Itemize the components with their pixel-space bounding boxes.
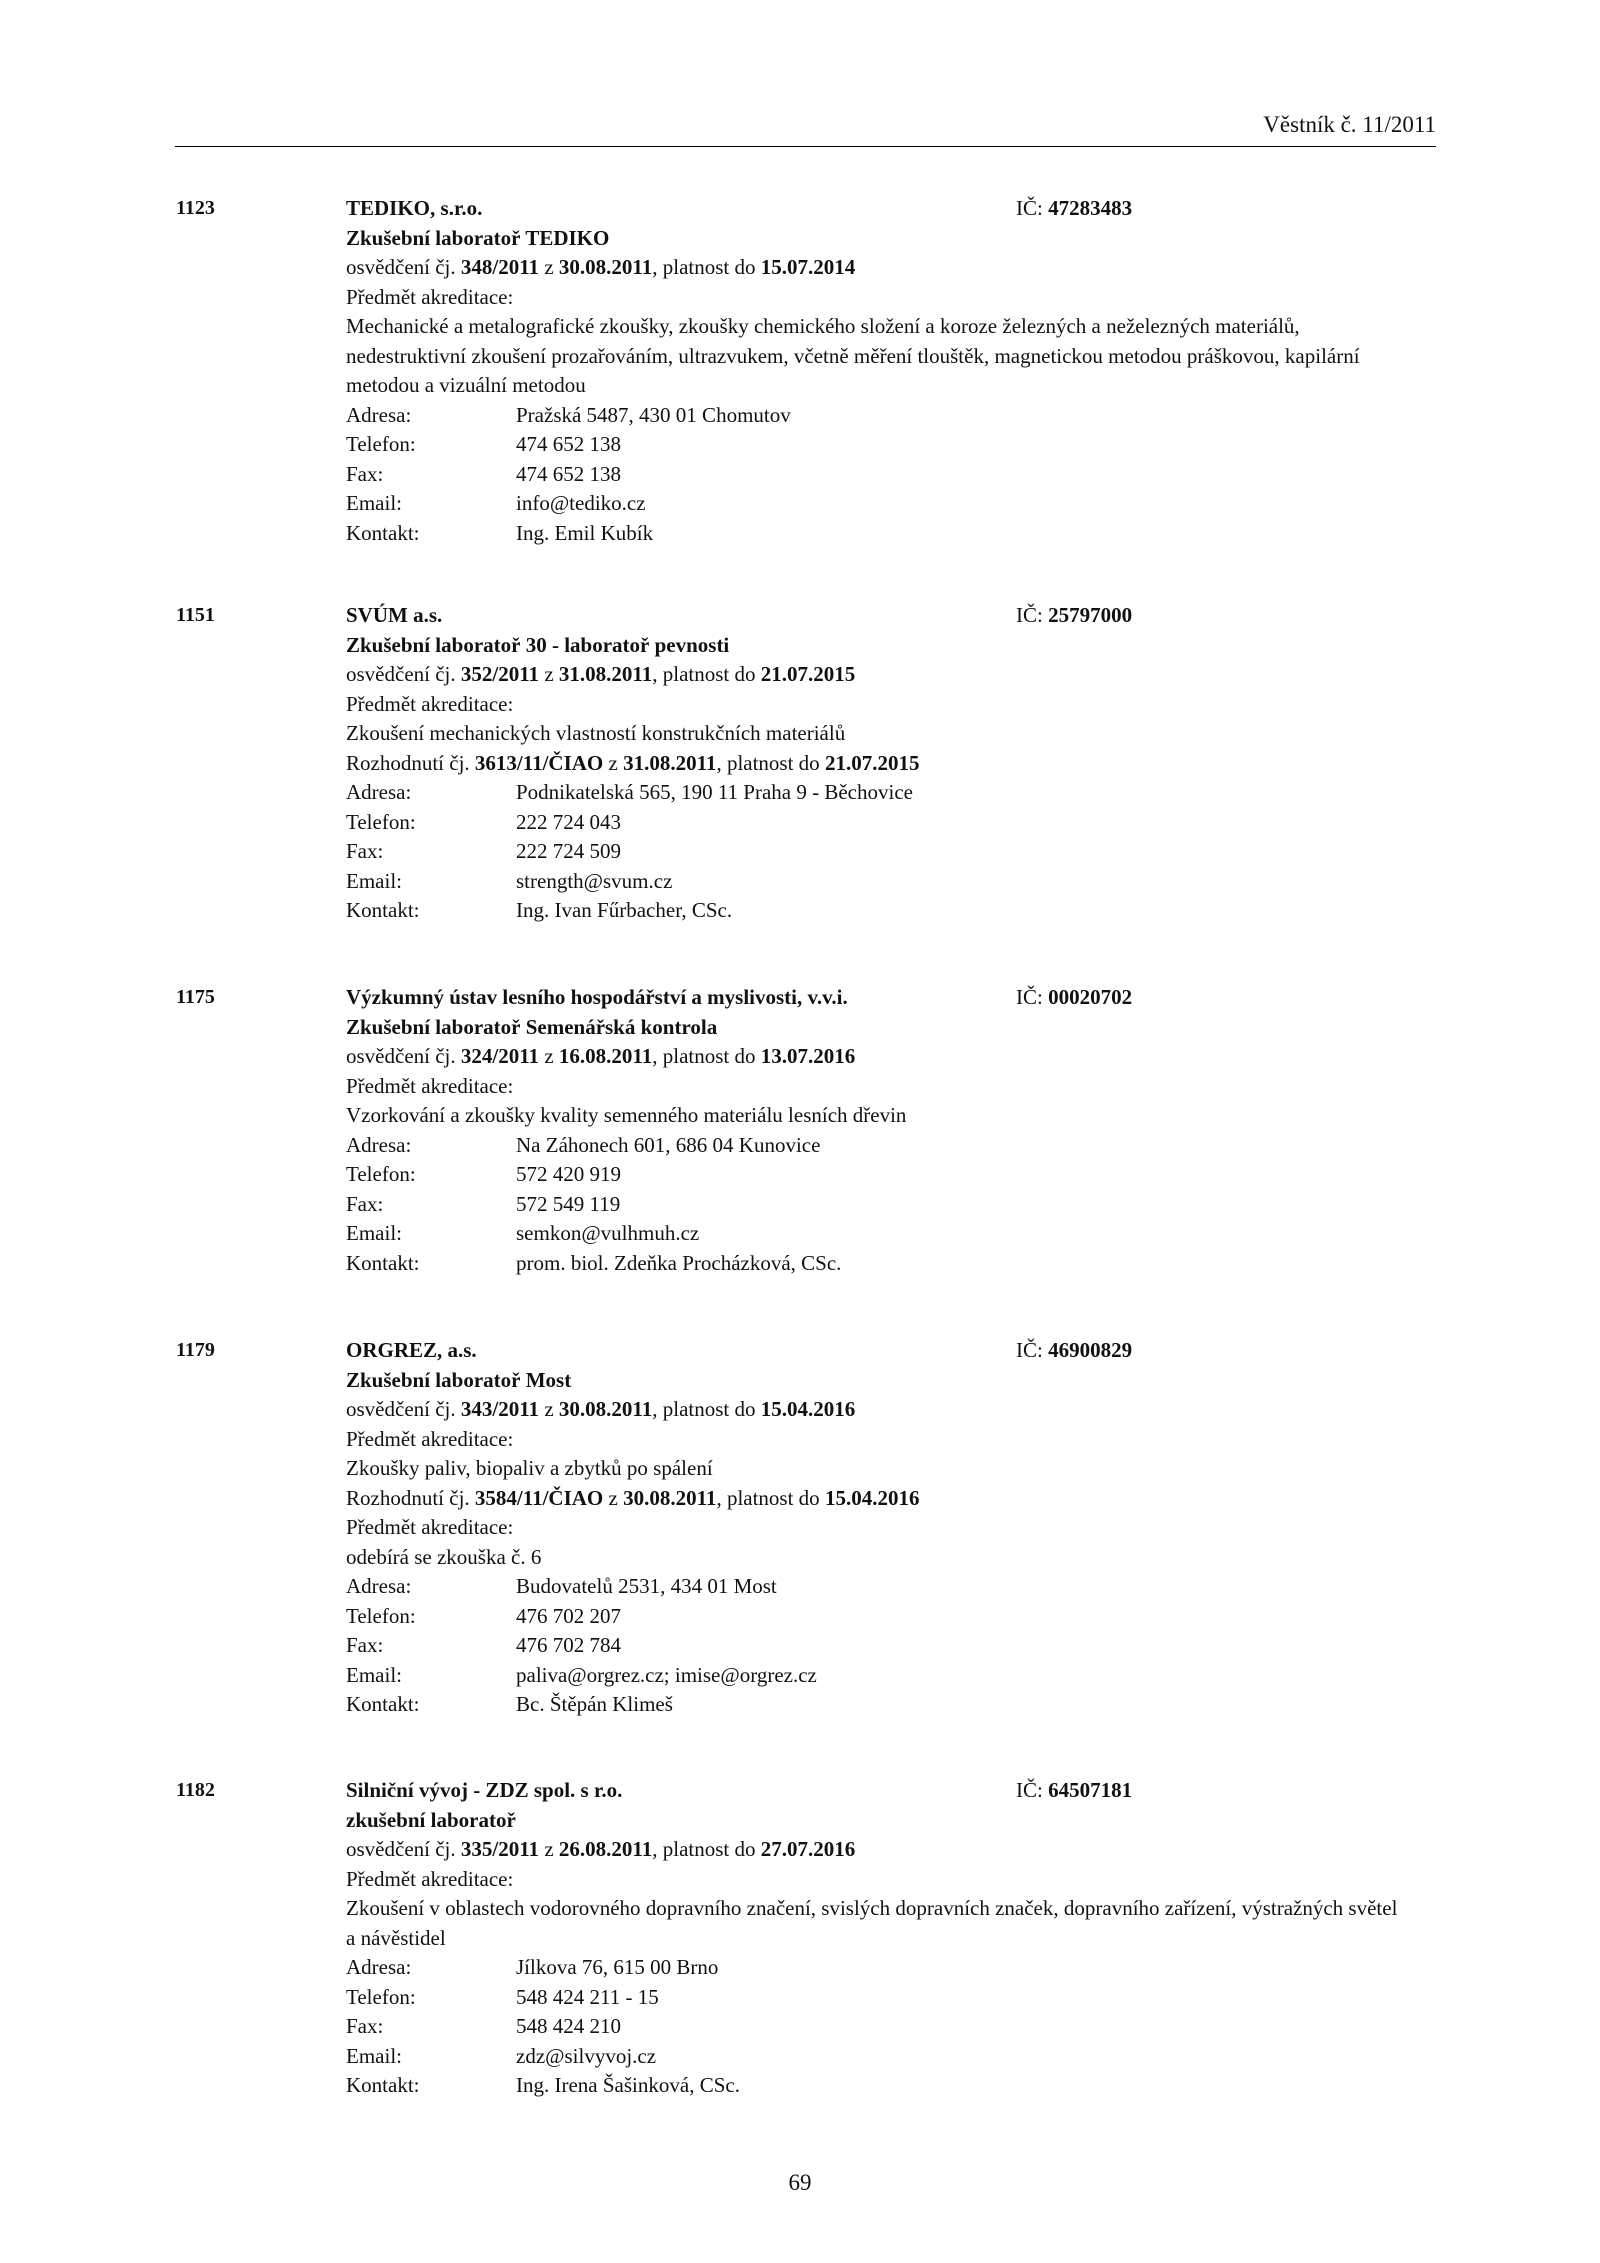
decision-label: Rozhodnutí čj. <box>346 750 470 775</box>
entry-body <box>346 194 1406 548</box>
date-from-label: z <box>608 1485 618 1510</box>
certificate-label: osvědčení čj. <box>346 1044 456 1068</box>
phone-row <box>346 430 1406 460</box>
subject-text: Zkoušky paliv, biopaliv a zbytků po spálení <box>346 1456 713 1480</box>
address-row <box>346 1953 1406 1983</box>
subject-label: Předmět akreditace: <box>346 1866 514 1891</box>
phone-value: 222 724 043 <box>516 809 621 834</box>
date-from-label: z <box>544 1044 554 1068</box>
fax-value: 474 652 138 <box>516 461 621 486</box>
decision-date: 31.08.2011 <box>623 750 717 775</box>
email-row <box>346 1219 1406 1249</box>
address-label: Adresa: <box>346 780 412 804</box>
certificate-valid-until: 21.07.2015 <box>760 662 856 686</box>
validity-label: , platnost do <box>652 1044 756 1068</box>
email-row <box>346 2042 1406 2072</box>
fax-row <box>346 837 1406 867</box>
fax-value: 222 724 509 <box>516 839 621 863</box>
fax-label: Fax: <box>346 839 384 863</box>
phone-value: 476 702 207 <box>516 1603 621 1628</box>
certificate-line <box>346 1835 1406 1865</box>
fax-row <box>346 460 1406 490</box>
subject-label: Předmět akreditace: <box>346 691 514 716</box>
contact-value: Ing. Ivan Fűrbacher, CSc. <box>516 898 733 922</box>
entry-body <box>346 1336 1406 1720</box>
phone-row <box>346 1602 1406 1632</box>
phone-label: Telefon: <box>346 1603 416 1628</box>
entry-number: 1182 <box>176 1779 215 1801</box>
certificate-number: 324/2011 <box>460 1044 540 1068</box>
date-from-label: z <box>544 1397 554 1421</box>
subject-text: Zkoušení v oblastech vodorovného dopravního značení, svislých dopravních značek, dopravního zařízení, výstražných světel a návěstidel <box>346 1896 1398 1950</box>
email-row <box>346 867 1406 897</box>
address-row <box>346 1131 1406 1161</box>
phone-value: 572 420 919 <box>516 1162 621 1186</box>
laboratory-name: Zkušební laboratoř Semenářská kontrola <box>346 1014 718 1039</box>
validity-label: , platnost do <box>716 750 820 775</box>
email-row <box>346 1661 1406 1691</box>
contact-label: Kontakt: <box>346 1250 420 1275</box>
phone-value: 548 424 211 - 15 <box>516 1984 659 2009</box>
certificate-valid-until: 27.07.2016 <box>760 1837 856 1861</box>
company-id-label: IČ: <box>1016 1778 1043 1802</box>
phone-row <box>346 808 1406 838</box>
laboratory-name: Zkušební laboratoř 30 - laboratoř pevnosti <box>346 632 730 657</box>
contact-row <box>346 896 1406 926</box>
decision-number: 3613/11/ČIAO <box>474 750 604 775</box>
date-from-label: z <box>544 662 554 686</box>
certificate-label: osvědčení čj. <box>346 255 456 279</box>
certificate-label: osvědčení čj. <box>346 1397 456 1421</box>
contact-value: Bc. Štěpán Klimeš <box>516 1692 673 1716</box>
decision-date: 30.08.2011 <box>623 1485 717 1510</box>
certificate-number: 352/2011 <box>460 662 540 686</box>
header-rule <box>175 146 1436 147</box>
contact-value: Ing. Emil Kubík <box>516 520 654 545</box>
certificate-number: 348/2011 <box>460 255 540 279</box>
certificate-label: osvědčení čj. <box>346 1837 456 1861</box>
address-value: Jílkova 76, 615 00 Brno <box>516 1955 719 1979</box>
company-name: ORGREZ, a.s. <box>346 1338 477 1362</box>
email-label: Email: <box>346 1221 402 1245</box>
validity-label: , platnost do <box>716 1485 820 1510</box>
contact-value: Ing. Irena Šašinková, CSc. <box>516 2073 740 2097</box>
certificate-valid-until: 15.07.2014 <box>760 255 856 279</box>
email-label: Email: <box>346 2043 402 2068</box>
validity-label: , platnost do <box>652 1837 756 1861</box>
company-name: Výzkumný ústav lesního hospodářství a myslivosti, v.v.i. <box>346 985 848 1009</box>
certificate-date: 31.08.2011 <box>558 662 653 686</box>
phone-row <box>346 1160 1406 1190</box>
contact-label: Kontakt: <box>346 2073 420 2097</box>
company-name: Silniční vývoj - ZDZ spol. s r.o. <box>346 1778 623 1802</box>
validity-label: , platnost do <box>652 1397 756 1421</box>
entry-number: 1175 <box>176 986 215 1008</box>
company-name: TEDIKO, s.r.o. <box>346 196 483 220</box>
entry-body <box>346 983 1406 1278</box>
contact-row <box>346 1690 1406 1720</box>
address-value: Pražská 5487, 430 01 Chomutov <box>516 402 791 427</box>
company-id-value: 46900829 <box>1048 1338 1133 1362</box>
phone-value: 474 652 138 <box>516 432 621 456</box>
certificate-line <box>346 660 1406 690</box>
validity-label: , platnost do <box>652 662 756 686</box>
address-label: Adresa: <box>346 1132 412 1157</box>
contact-row <box>346 1249 1406 1279</box>
company-id-value: 47283483 <box>1048 196 1133 220</box>
company-name: SVÚM a.s. <box>346 603 443 627</box>
email-label: Email: <box>346 1662 402 1687</box>
subject-text: Vzorkování a zkoušky kvality semenného materiálu lesních dřevin <box>346 1103 907 1127</box>
page-number: 69 <box>788 2170 812 2195</box>
certificate-valid-until: 15.04.2016 <box>760 1397 856 1421</box>
certificate-date: 26.08.2011 <box>558 1837 653 1861</box>
company-id-label: IČ: <box>1016 985 1043 1009</box>
phone-label: Telefon: <box>346 432 416 456</box>
decision-subject-label: Předmět akreditace: <box>346 1515 514 1539</box>
email-value: paliva@orgrez.cz; imise@orgrez.cz <box>516 1662 817 1687</box>
address-label: Adresa: <box>346 1955 412 1979</box>
laboratory-name: Zkušební laboratoř TEDIKO <box>346 225 610 250</box>
email-value: zdz@silvyvoj.cz <box>516 2043 657 2068</box>
subject-text: Mechanické a metalografické zkoušky, zkoušky chemického složení a koroze železných a neželezných materiálů, nedestruktivní zkoušení prozařováním, ultrazvukem, včetně měření tlouštěk, magnetickou metodou práškovou, kapilární metodou a vizuální metodou <box>346 314 1360 397</box>
address-row <box>346 778 1406 808</box>
certificate-number: 343/2011 <box>460 1397 540 1421</box>
subject-text: Zkoušení mechanických vlastností konstrukčních materiálů <box>346 721 846 745</box>
company-id-label: IČ: <box>1016 196 1043 220</box>
contact-label: Kontakt: <box>346 1692 420 1716</box>
email-value: strength@svum.cz <box>516 868 673 893</box>
entry-body <box>346 601 1406 926</box>
address-value: Podnikatelská 565, 190 11 Praha 9 - Běchovice <box>516 780 913 804</box>
decision-line <box>346 1484 1406 1514</box>
date-from-label: z <box>608 750 618 775</box>
contact-value: prom. biol. Zdeňka Procházková, CSc. <box>516 1250 842 1275</box>
phone-label: Telefon: <box>346 1162 416 1186</box>
phone-row <box>346 1983 1406 2013</box>
subject-label: Předmět akreditace: <box>346 1073 514 1098</box>
fax-label: Fax: <box>346 461 384 486</box>
email-value: semkon@vulhmuh.cz <box>516 1221 700 1245</box>
email-row <box>346 489 1406 519</box>
fax-label: Fax: <box>346 1633 384 1657</box>
certificate-date: 30.08.2011 <box>558 1397 653 1421</box>
entry-number: 1151 <box>176 604 215 626</box>
company-id-value: 00020702 <box>1048 985 1133 1009</box>
date-from-label: z <box>544 1837 554 1861</box>
address-value: Na Záhonech 601, 686 04 Kunovice <box>516 1132 821 1157</box>
fax-label: Fax: <box>346 2014 384 2038</box>
certificate-number: 335/2011 <box>460 1837 540 1861</box>
certificate-date: 30.08.2011 <box>558 255 653 279</box>
email-value: info@tediko.cz <box>516 491 646 515</box>
email-label: Email: <box>346 868 402 893</box>
email-label: Email: <box>346 491 402 515</box>
fax-label: Fax: <box>346 1191 384 1216</box>
laboratory-name: Zkušební laboratoř Most <box>346 1367 572 1392</box>
certificate-date: 16.08.2011 <box>558 1044 653 1068</box>
contact-label: Kontakt: <box>346 898 420 922</box>
subject-label: Předmět akreditace: <box>346 284 514 309</box>
fax-row <box>346 1190 1406 1220</box>
contact-label: Kontakt: <box>346 520 420 545</box>
phone-label: Telefon: <box>346 1984 416 2009</box>
decision-number: 3584/11/ČIAO <box>474 1485 604 1510</box>
address-row <box>346 401 1406 431</box>
journal-issue-header: Věstník č. 11/2011 <box>1263 112 1436 137</box>
subject-label: Předmět akreditace: <box>346 1426 514 1451</box>
entry-body <box>346 1776 1406 2101</box>
decision-valid-until: 21.07.2015 <box>824 750 920 775</box>
contact-row <box>346 519 1406 549</box>
certificate-line <box>346 253 1406 283</box>
laboratory-name: zkušební laboratoř <box>346 1807 516 1832</box>
decision-label: Rozhodnutí čj. <box>346 1485 470 1510</box>
phone-label: Telefon: <box>346 809 416 834</box>
certificate-label: osvědčení čj. <box>346 662 456 686</box>
certificate-line <box>346 1042 1406 1072</box>
address-row <box>346 1572 1406 1602</box>
certificate-line <box>346 1395 1406 1425</box>
entry-number: 1123 <box>176 197 215 219</box>
fax-row <box>346 2012 1406 2042</box>
certificate-valid-until: 13.07.2016 <box>760 1044 856 1068</box>
address-value: Budovatelů 2531, 434 01 Most <box>516 1574 777 1598</box>
company-id-value: 64507181 <box>1048 1778 1133 1802</box>
decision-valid-until: 15.04.2016 <box>824 1485 920 1510</box>
fax-value: 548 424 210 <box>516 2014 621 2038</box>
date-from-label: z <box>544 255 554 279</box>
company-id-label: IČ: <box>1016 1338 1043 1362</box>
company-id-value: 25797000 <box>1048 603 1133 627</box>
contact-row <box>346 2071 1406 2101</box>
fax-value: 476 702 784 <box>516 1633 621 1657</box>
address-label: Adresa: <box>346 1574 412 1598</box>
decision-line <box>346 749 1406 779</box>
entry-number: 1179 <box>176 1339 215 1361</box>
company-id-label: IČ: <box>1016 603 1043 627</box>
decision-subject-text: odebírá se zkouška č. 6 <box>346 1544 542 1569</box>
address-label: Adresa: <box>346 402 412 427</box>
validity-label: , platnost do <box>652 255 756 279</box>
fax-row <box>346 1631 1406 1661</box>
fax-value: 572 549 119 <box>516 1191 621 1216</box>
